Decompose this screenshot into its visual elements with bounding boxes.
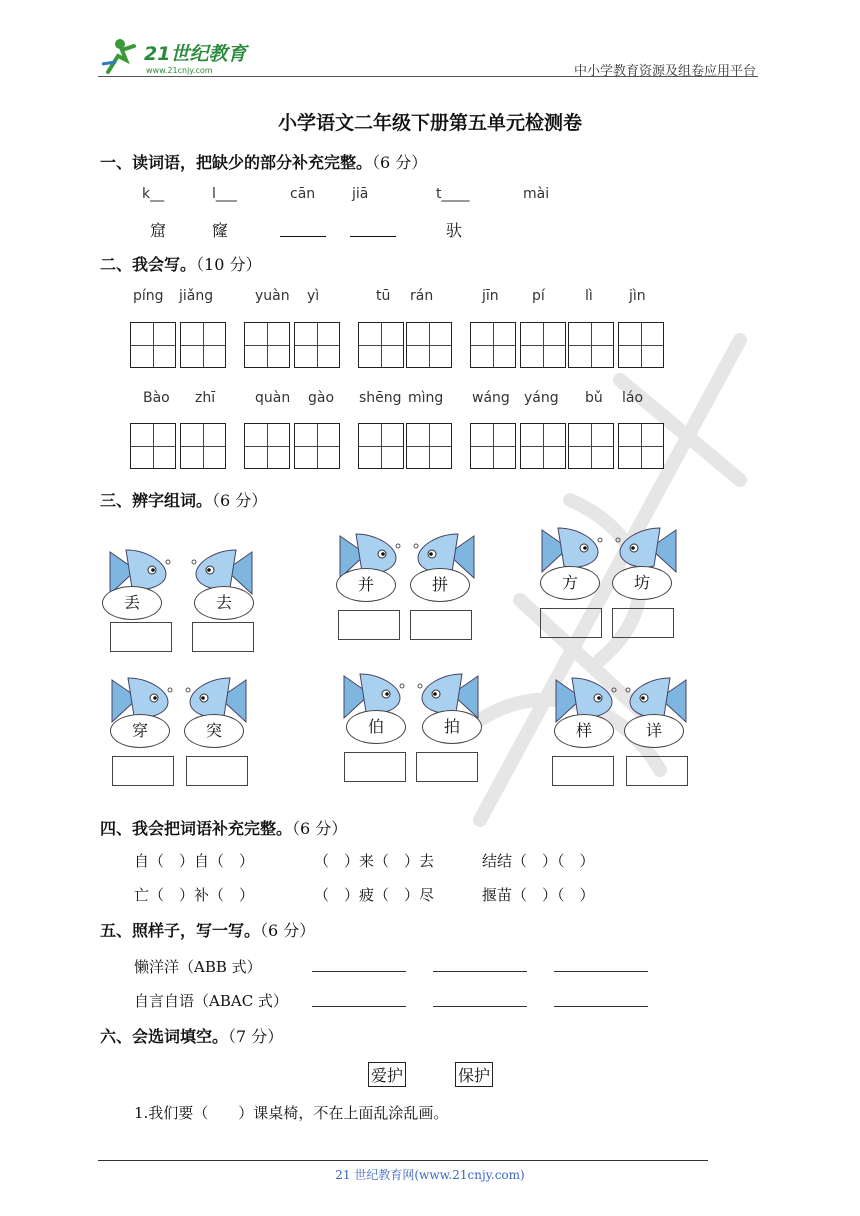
writing-grid[interactable]: [180, 322, 226, 368]
answer-box[interactable]: [626, 756, 688, 786]
page-title: 小学语文二年级下册第五单元检测卷: [277, 112, 582, 134]
writing-grid[interactable]: [406, 423, 452, 469]
example-abac: 自言自语（ABAC 式）: [134, 992, 288, 1010]
s2-pinyin: quàn: [255, 390, 291, 406]
header-divider: [98, 76, 758, 77]
writing-grid[interactable]: [294, 322, 340, 368]
svg-text:21世纪教育: 21世纪教育: [144, 43, 247, 65]
idiom-item[interactable]: （ ）来（ ）去: [314, 852, 435, 870]
s1-blank[interactable]: [280, 236, 326, 237]
s2-pinyin: láo: [622, 390, 644, 406]
answer-line[interactable]: [554, 1006, 648, 1007]
section-6-heading: 六、会选词填空。（7 分）: [100, 1027, 284, 1046]
answer-box[interactable]: [612, 608, 674, 638]
writing-grid[interactable]: [568, 322, 614, 368]
writing-grid[interactable]: [618, 423, 664, 469]
s2-pinyin: bǔ: [585, 390, 603, 406]
s2-pinyin: jīn: [482, 288, 499, 304]
s2-pinyin: yuàn: [255, 288, 290, 304]
svg-text:www.21cnjy.com: www.21cnjy.com: [146, 66, 213, 75]
fish-char-oval: 突: [184, 714, 244, 748]
s2-pinyin: píng: [133, 288, 164, 304]
writing-grid[interactable]: [130, 322, 176, 368]
section-2-heading: 二、我会写。（10 分）: [100, 255, 262, 274]
s2-pinyin: jìn: [629, 288, 646, 304]
answer-box[interactable]: [112, 756, 174, 786]
answer-box[interactable]: [186, 756, 248, 786]
footer-divider: [98, 1160, 708, 1161]
s1-char: 窟: [150, 221, 167, 240]
writing-grid[interactable]: [358, 322, 404, 368]
header-platform-text: 中小学教育资源及组卷应用平台: [573, 64, 756, 79]
example-abb: 懒洋洋（ABB 式）: [134, 958, 262, 976]
s1-char: 窿: [212, 221, 229, 240]
idiom-item[interactable]: 自（ ）自（ ）: [134, 852, 255, 870]
writing-grid[interactable]: [180, 423, 226, 469]
writing-grid[interactable]: [130, 423, 176, 469]
s2-pinyin: rán: [410, 288, 434, 304]
answer-line[interactable]: [554, 971, 648, 972]
section-3-heading: 三、辨字组词。（6 分）: [100, 491, 268, 510]
answer-line[interactable]: [312, 971, 406, 972]
writing-grid[interactable]: [358, 423, 404, 469]
idiom-item[interactable]: 揠苗（ ）（ ）: [482, 886, 595, 904]
writing-grid[interactable]: [568, 423, 614, 469]
s1-pinyin: t____: [436, 186, 470, 202]
fish-char-oval: 伯: [346, 710, 406, 744]
s2-pinyin: jiǎng: [179, 288, 214, 304]
s1-pinyin: jiā: [352, 186, 369, 202]
writing-grid[interactable]: [618, 322, 664, 368]
writing-grid[interactable]: [470, 423, 516, 469]
answer-box[interactable]: [410, 610, 472, 640]
answer-box[interactable]: [344, 752, 406, 782]
question-1[interactable]: 1.我们要（ ）课桌椅，不在上面乱涂乱画。: [134, 1104, 449, 1122]
fish-char-oval: 去: [194, 586, 254, 620]
writing-grid[interactable]: [406, 322, 452, 368]
writing-grid[interactable]: [520, 322, 566, 368]
s1-pinyin: l___: [212, 186, 237, 202]
fish-char-oval: 坊: [612, 566, 672, 600]
s2-pinyin: zhī: [195, 390, 216, 406]
fish-char-oval: 丢: [102, 586, 162, 620]
s2-pinyin: gào: [308, 390, 335, 406]
answer-box[interactable]: [552, 756, 614, 786]
writing-grid[interactable]: [244, 423, 290, 469]
s2-pinyin: yáng: [524, 390, 559, 406]
word-option: 保护: [455, 1062, 493, 1087]
s2-pinyin: shēng: [359, 390, 402, 406]
answer-box[interactable]: [338, 610, 400, 640]
section-1-heading: 一、读词语，把缺少的部分补充完整。（6 分）: [100, 153, 428, 172]
s1-blank[interactable]: [350, 236, 396, 237]
fish-char-oval: 方: [540, 566, 600, 600]
s1-pinyin: cān: [290, 186, 316, 202]
s1-char: 驮: [446, 221, 463, 240]
s2-pinyin: wáng: [472, 390, 510, 406]
writing-grid[interactable]: [470, 322, 516, 368]
section-5-heading: 五、照样子，写一写。（6 分）: [100, 921, 316, 940]
fish-char-oval: 拍: [422, 710, 482, 744]
idiom-item[interactable]: （ ）疲（ ）尽: [314, 886, 435, 904]
answer-box[interactable]: [540, 608, 602, 638]
fish-char-oval: 拼: [410, 568, 470, 602]
answer-line[interactable]: [433, 971, 527, 972]
word-option: 爱护: [368, 1062, 406, 1087]
s2-pinyin: mìng: [408, 390, 444, 406]
s2-pinyin: yì: [307, 288, 320, 304]
footer-text[interactable]: 21 世纪教育网(www.21cnjy.com): [335, 1168, 525, 1182]
s1-pinyin: k__: [142, 186, 165, 202]
s2-pinyin: pí: [532, 288, 545, 304]
answer-box[interactable]: [416, 752, 478, 782]
idiom-item[interactable]: 亡（ ）补（ ）: [134, 886, 255, 904]
fish-char-oval: 并: [336, 568, 396, 602]
writing-grid[interactable]: [244, 322, 290, 368]
idiom-item[interactable]: 结结（ ）（ ）: [482, 852, 595, 870]
fish-char-oval: 穿: [110, 714, 170, 748]
section-4-heading: 四、我会把词语补充完整。（6 分）: [100, 819, 348, 838]
answer-line[interactable]: [312, 1006, 406, 1007]
s2-pinyin: tū: [376, 288, 391, 304]
answer-box[interactable]: [110, 622, 172, 652]
s2-pinyin: Bào: [143, 390, 170, 406]
site-logo: [100, 34, 260, 78]
s1-pinyin: mài: [523, 186, 550, 202]
answer-box[interactable]: [192, 622, 254, 652]
answer-line[interactable]: [433, 1006, 527, 1007]
writing-grid[interactable]: [294, 423, 340, 469]
s2-pinyin: lì: [585, 288, 593, 304]
fish-char-oval: 样: [554, 714, 614, 748]
fish-char-oval: 详: [624, 714, 684, 748]
writing-grid[interactable]: [520, 423, 566, 469]
